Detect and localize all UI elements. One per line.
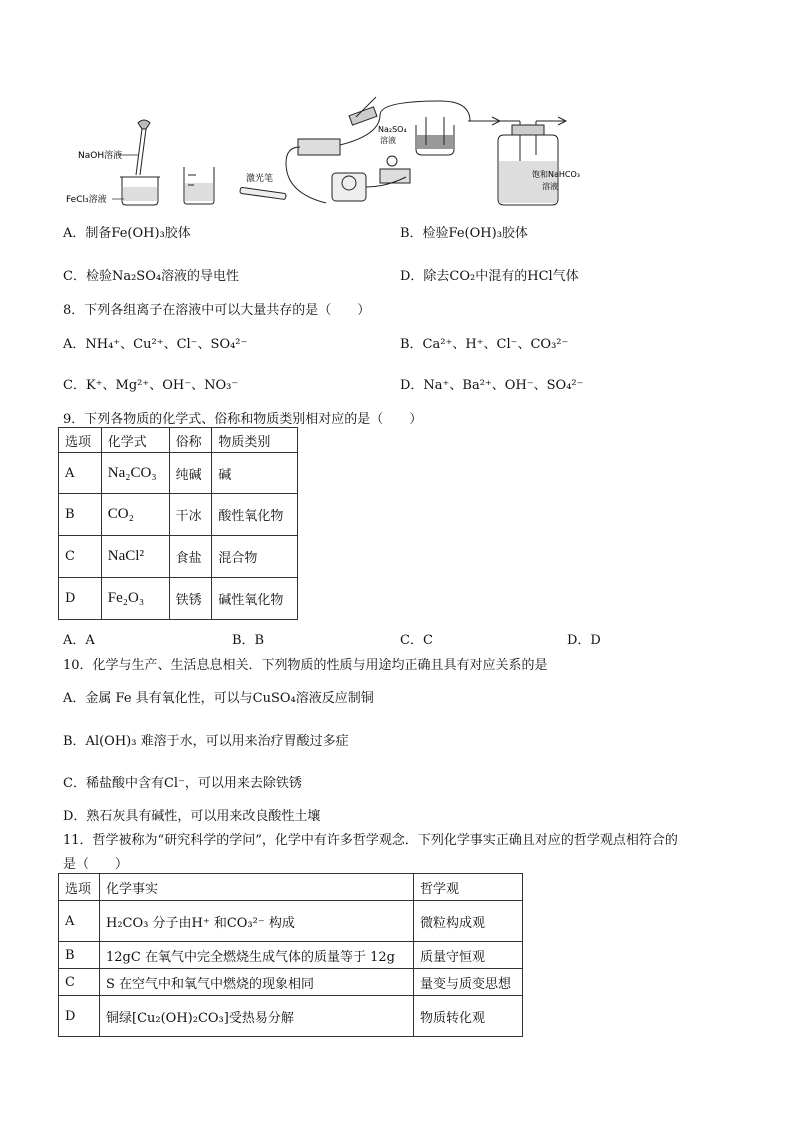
q10-option-d: D．熟石灰具有碱性，可以用来改良酸性土壤 [63,809,321,824]
table-cell: H₂CO₃ 分子由H⁺ 和CO₃²⁻ 构成 [100,901,414,942]
q8-stem: 8．下列各组离子在溶液中可以大量共存的是（ ） [63,303,371,318]
q9-option-d: D．D [567,633,601,648]
q11-stem-line1: 11．哲学被称为“研究科学的学问”，化学中有许多哲学观念．下列化学事实正确且对应的哲学观点相符合的 [63,833,678,848]
q9-option-a: A．A [63,633,95,648]
q9-option-b: B．B [232,633,265,648]
q7-option-b: B．检验Fe(OH)₃胶体 [400,226,528,241]
table-row [59,942,523,969]
table-cell: Fe₂O₃ [101,578,169,620]
table-cell: 铁锈 [169,578,212,620]
q11-header-cell: 选项 [59,874,100,901]
table-row [59,996,523,1037]
table-cell: 碱性氧化物 [212,578,298,620]
q7-option-a: A．制备Fe(OH)₃胶体 [63,226,191,241]
table-cell: D [59,578,102,620]
q11-header-row [59,874,523,901]
q8-option-c: C．K⁺、Mg²⁺、OH⁻、NO₃⁻ [63,378,239,393]
table-cell: B [59,494,102,536]
table-cell: 食盐 [169,536,212,578]
circuit-drawing [286,97,470,203]
q8-option-b: B．Ca²⁺、H⁺、Cl⁻、CO₃²⁻ [400,337,569,352]
table-cell: C [59,536,102,578]
laser-pen-drawing [240,187,286,199]
na2so4-label: Na₂SO₄ [378,125,407,134]
beaker-drawing [184,167,214,204]
table-cell: 质量守恒观 [414,942,523,969]
laser-label: 激光笔 [246,174,274,184]
apparatus-figure [60,95,600,213]
fecl3-label: FeCl₃溶液 [66,195,107,205]
table-cell: D [59,996,100,1037]
q11-header-cell: 哲学观 [414,874,523,901]
q11-table [58,873,523,1037]
table-row [59,494,298,536]
table-cell: 混合物 [212,536,298,578]
table-row [59,536,298,578]
table-cell: 微粒构成观 [414,901,523,942]
na2so4-solution-label: 溶液 [380,136,396,145]
q8-option-a: A．NH₄⁺、Cu²⁺、Cl⁻、SO₄²⁻ [63,337,248,352]
table-cell: A [59,453,102,494]
table-cell: 干冰 [169,494,212,536]
q7-option-d: D．除去CO₂中混有的HCl气体 [400,269,579,284]
q9-stem: 9．下列各物质的化学式、俗称和物质类别相对应的是（ ） [63,412,423,427]
q8-option-d: D．Na⁺、Ba²⁺、OH⁻、SO₄²⁻ [400,378,584,393]
table-cell: NaCl² [101,536,169,578]
table-cell: A [59,901,100,942]
nahco3-solution-label: 溶液 [542,182,558,191]
table-cell: 量变与质变思想 [414,969,523,996]
q10-option-a: A．金属 Fe 具有氧化性，可以与CuSO₄溶液反应制铜 [63,691,374,706]
table-row [59,969,523,996]
q9-header-cell: 物质类别 [212,428,298,453]
q10-option-b: B．Al(OH)₃ 难溶于水，可以用来治疗胃酸过多症 [63,734,349,749]
table-cell: C [59,969,100,996]
table-cell: 物质转化观 [414,996,523,1037]
q9-header-row [59,428,298,453]
q9-option-c: C．C [400,633,433,648]
table-cell: CO₂ [101,494,169,536]
q9-header-cell: 俗称 [169,428,212,453]
table-cell: S 在空气中和氧气中燃烧的现象相同 [100,969,414,996]
q11-stem-line2: 是（ ） [63,857,129,872]
q9-header-cell: 化学式 [101,428,169,453]
table-cell: 纯碱 [169,453,212,494]
table-row [59,578,298,620]
q7-option-c: C．检验Na₂SO₄溶液的导电性 [63,269,240,284]
dropper-beaker-drawing [120,120,160,205]
table-cell: 12gC 在氧气中完全燃烧生成气体的质量等于 12g [100,942,414,969]
q10-stem: 10．化学与生产、生活息息相关．下列物质的性质与用途均正确且具有对应关系的是 [63,658,548,673]
table-cell: 碱 [212,453,298,494]
table-cell: B [59,942,100,969]
naoh-label: NaOH溶液 [78,151,123,161]
table-row [59,453,298,494]
q9-table [58,427,298,620]
table-row [59,901,523,942]
q9-header-cell: 选项 [59,428,102,453]
nahco3-label: 饱和NaHCO₃ [532,170,580,179]
table-cell: 铜绿[Cu₂(OH)₂CO₃]受热易分解 [100,996,414,1037]
wash-bottle-drawing [468,117,566,205]
table-cell: Na₂CO₃ [101,453,169,494]
q10-option-c: C．稀盐酸中含有Cl⁻，可以用来去除铁锈 [63,776,302,791]
table-cell: 酸性氧化物 [212,494,298,536]
q11-header-cell: 化学事实 [100,874,414,901]
